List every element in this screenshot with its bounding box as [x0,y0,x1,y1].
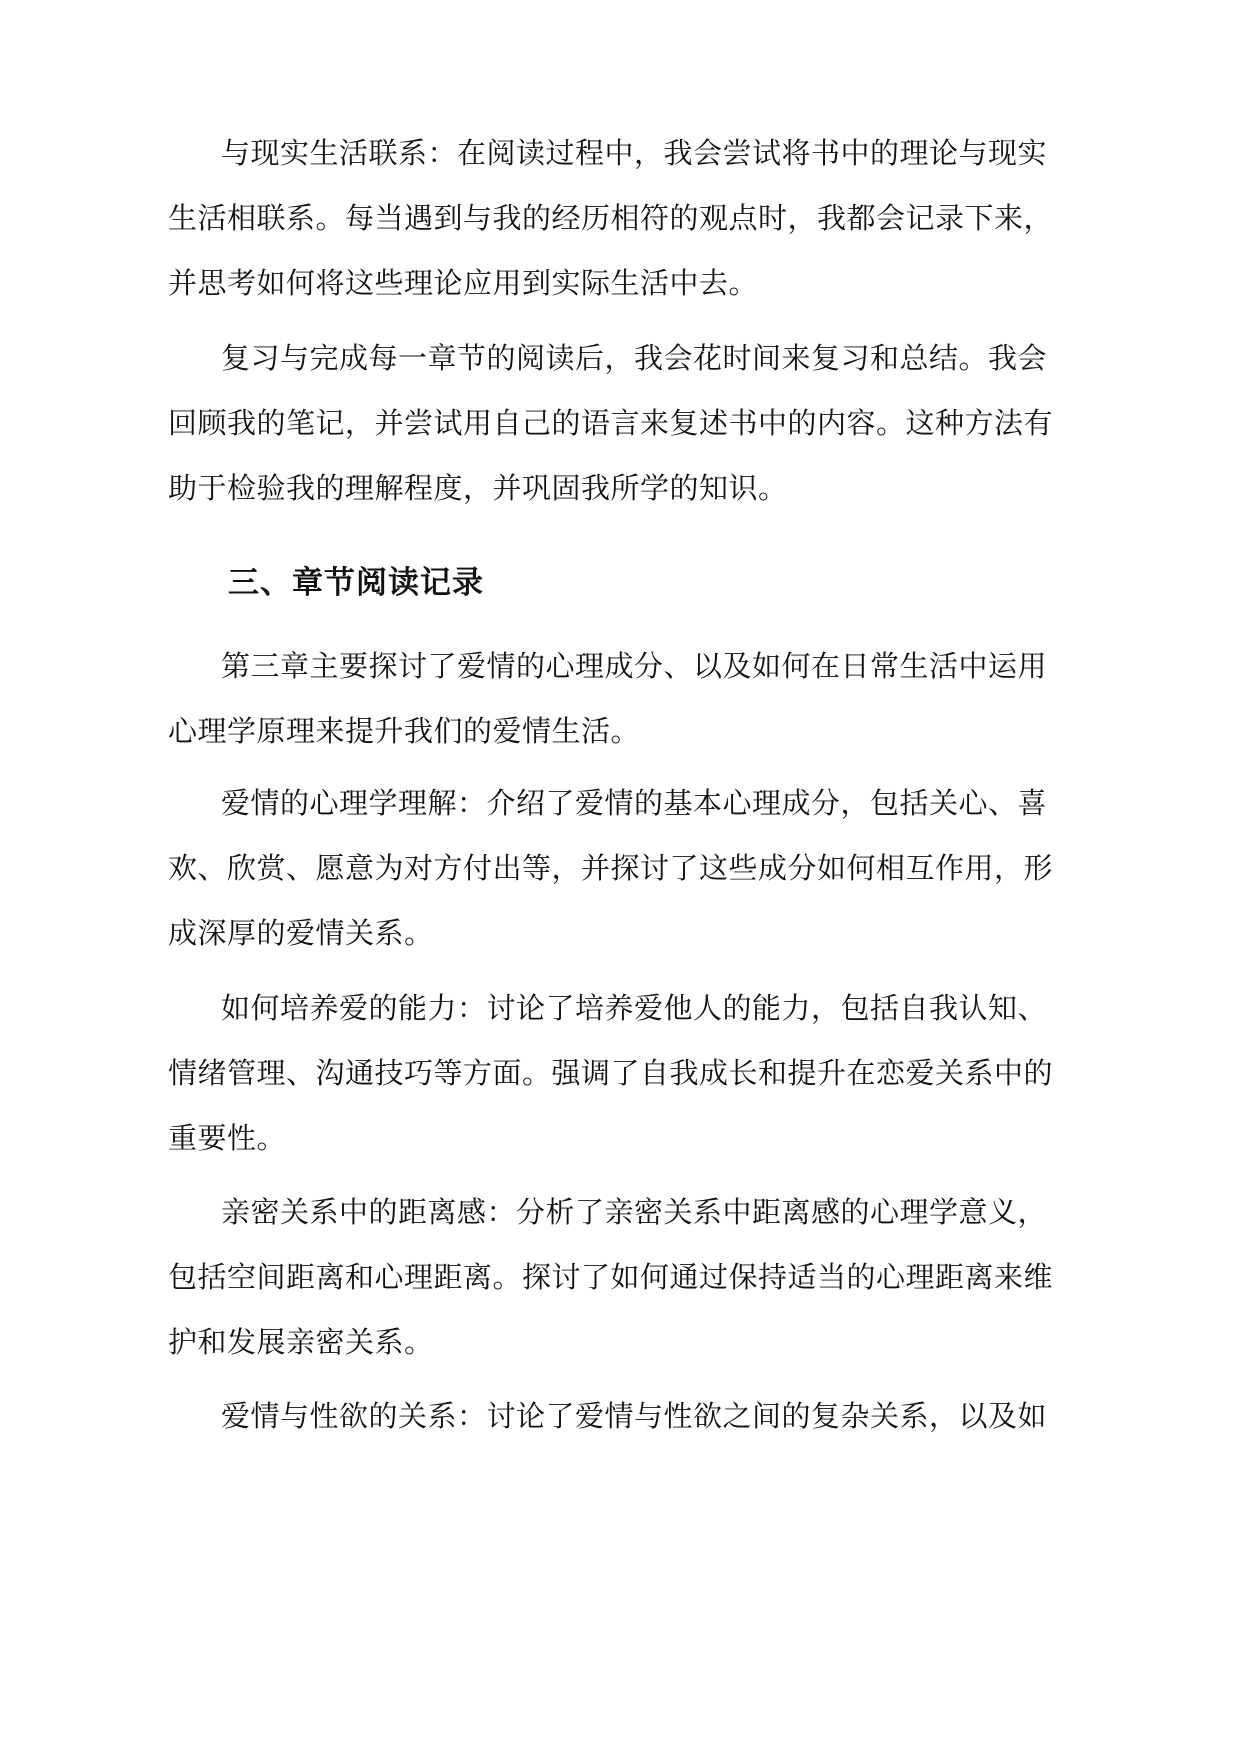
paragraph-line: 生活相联系。每当遇到与我的经历相符的观点时，我都会记录下来， [168,201,1054,235]
paragraph-line: 包括空间距离和心理距离。探讨了如何通过保持适当的心理距离来维 [168,1260,1054,1294]
paragraph-line: 助于检验我的理解程度，并巩固我所学的知识。 [168,471,788,505]
paragraph-line: 爱情与性欲的关系：讨论了爱情与性欲之间的复杂关系，以及如 [221,1399,1048,1433]
paragraph-line: 心理学原理来提升我们的爱情生活。 [168,714,641,748]
paragraph-line: 成深厚的爱情关系。 [168,916,434,950]
paragraph-line: 并思考如何将这些理论应用到实际生活中去。 [168,266,759,300]
paragraph-line: 回顾我的笔记，并尝试用自己的语言来复述书中的内容。这种方法有 [168,406,1054,440]
paragraph-line: 与现实生活联系：在阅读过程中，我会尝试将书中的理论与现实 [221,136,1048,170]
section-heading: 三、章节阅读记录 [228,565,484,601]
paragraph-line: 爱情的心理学理解：介绍了爱情的基本心理成分，包括关心、喜 [221,786,1048,820]
paragraph-line: 复习与完成每一章节的阅读后，我会花时间来复习和总结。我会 [221,341,1048,375]
paragraph-line: 情绪管理、沟通技巧等方面。强调了自我成长和提升在恋爱关系中的 [168,1056,1054,1090]
paragraph-line: 重要性。 [168,1121,287,1155]
paragraph-line: 第三章主要探讨了爱情的心理成分、以及如何在日常生活中运用 [221,649,1048,683]
paragraph-line: 护和发展亲密关系。 [168,1325,434,1359]
paragraph-line: 如何培养爱的能力：讨论了培养爱他人的能力，包括自我认知、 [221,991,1048,1025]
paragraph-line: 欢、欣赏、愿意为对方付出等，并探讨了这些成分如何相互作用，形 [168,851,1054,885]
paragraph-line: 亲密关系中的距离感：分析了亲密关系中距离感的心理学意义， [221,1195,1048,1229]
